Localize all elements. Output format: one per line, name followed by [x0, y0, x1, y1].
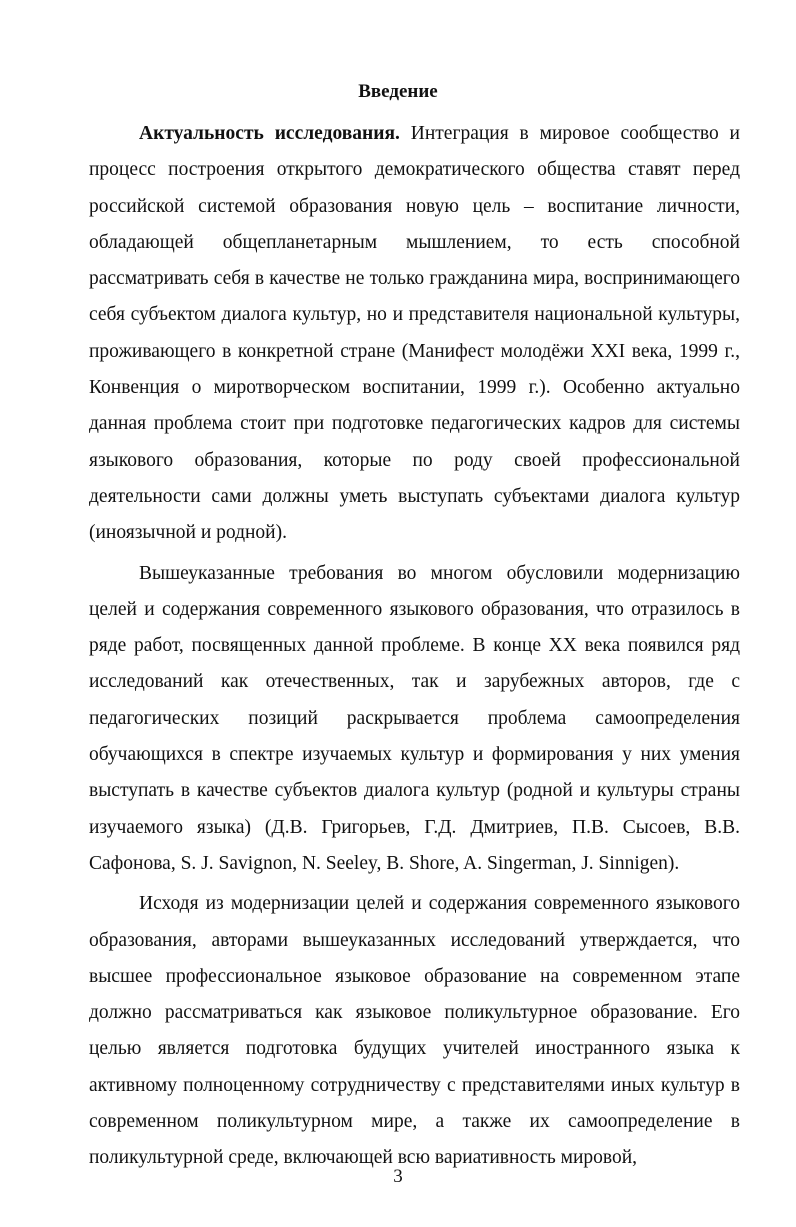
paragraph-requirements [89, 556, 740, 883]
paragraph-text: Исходя из модернизации целей и содержания современного языкового образования, авторами вышеуказанных исследований утверждается, что высшее профессиональное языковое образование на современном этапе должно рассматриваться как языковое поликультурное образование. Его целью является подготовка будущих учителей иностранного языка к активному полноценному сотрудничеству с представителями иных культур в современном поликультурном мире, а также их самоопределение в поликультурной среде, включающей всю вариативность мировой, [89, 893, 740, 1169]
paragraph-lead: Актуальность исследования. [139, 123, 400, 144]
paragraph-text: Вышеуказанные требования во многом обусловили модернизацию целей и содержания современного языкового образования, что отразилось в ряде работ, посвященных данной проблеме. В конце XX века появился ряд исследований как отечественных, так и зарубежных авторов, где с педагогических позиций раскрывается проблема самоопределения обучающихся в спектре изучаемых культур и формирования у них умения выступать в качестве субъектов диалога культур (родной и культуры страны изучаемого языка) (Д.В. Григорьев, Г.Д. Дмитриев, П.В. Сысоев, В.В. Сафонова, S. J. Savignon, N. Seeley, B. Shore, A. Singerman, J. Sinnigen). [89, 562, 740, 874]
body-text [89, 116, 740, 1177]
page-number: 3 [393, 1166, 403, 1187]
section-title: Введение [358, 81, 438, 102]
paragraph-relevance [89, 116, 740, 552]
paragraph-modernization [89, 886, 740, 1176]
paragraph-text: Интеграция в мировое сообщество и процесс построения открытого демократического общества ставят перед российской системой образования новую цель – воспитание личности, обладающей общепланетарным мышлением, то есть способной рассматривать себя в качестве не только гражданина мира, воспринимающего себя субъектом диалога культур, но и представителя национальной культуры, проживающего в конкретной стране (Манифест молодёжи XXI века, 1999 г., Конвенция о миротворческом воспитании, 1999 г.). Особенно актуально данная проблема стоит при подготовке педагогических кадров для системы языкового образования, которые по роду своей профессиональной деятельности сами должны уметь выступать субъектами диалога культур (иноязычной и родной). [89, 123, 740, 544]
